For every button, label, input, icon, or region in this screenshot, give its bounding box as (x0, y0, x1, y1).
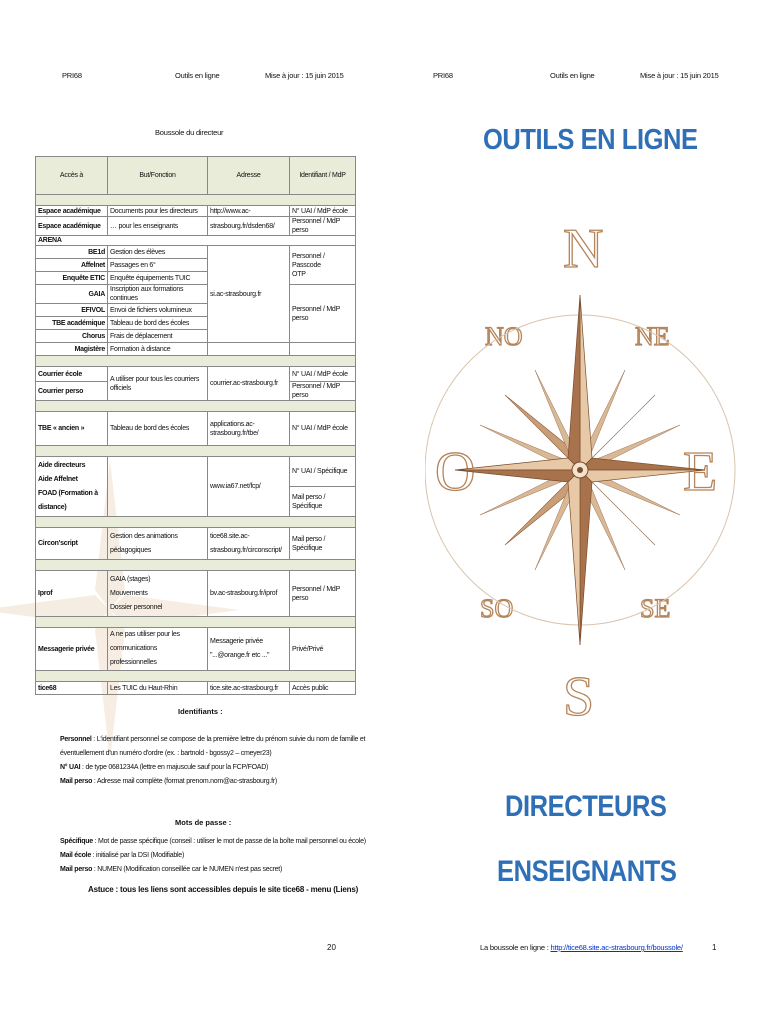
table-row: tice68 Les TUIC du Haut-Rhin tice.site.ac-strasbourg.fr Accès public (36, 682, 356, 695)
table-row: ARENA (36, 236, 356, 246)
col-header-identifiant: Identifiant / MdP (290, 157, 356, 195)
right-header-code: PRI68 (433, 71, 453, 80)
identifiants-title: Identifiants : (178, 707, 223, 716)
circon-address[interactable]: tice68.site.ac- strasbourg.fr/circonscript/ (208, 528, 290, 560)
table-separator (36, 517, 356, 528)
table-separator (36, 617, 356, 628)
mots-notes: Spécifique : Mot de passe spécifique (conseil : utiliser le mot de passe de la boîte mail personnel ou école) Mail école : initialisé par la DSI (Modifiable) Mail perso : NUMEN (Modification conseillée car le NUMEN n'est pas secret) (60, 838, 366, 873)
table-title: Boussole du directeur (155, 128, 224, 137)
svg-text:SE: SE (640, 594, 671, 623)
astuce-text: Astuce : tous les liens sont accessibles depuis le site tice68 - menu (Liens) (88, 885, 359, 894)
footer-line: La boussole en ligne : http://tice68.site.ac-strasbourg.fr/boussole/ (480, 943, 683, 952)
right-header-update: Mise à jour : 15 juin 2015 (640, 71, 719, 80)
identifiants-notes: Personnel : L'identifiant personnel se compose de la première lettre du prénom suivie du nom de famille et éventuellement d'un numéro d'ordre (ex. : bartnold - bgossy2 – cmeyer23) N° UAI : de type 0681234A (lettre en majuscule sauf pour la FCP/FOAD) Mail perso : Adresse mail complète (format prenom.nom@ac-strasbourg.fr) (60, 736, 366, 785)
col-header-but: But/Fonction (108, 157, 208, 195)
table-row: TBE académique Tableau de bord des écoles (36, 317, 356, 330)
arena-address[interactable]: si.ac-strasbourg.fr (208, 246, 290, 343)
table-separator (36, 671, 356, 682)
table-row: Magistère Formation à distance (36, 343, 356, 356)
table-row: Espace académique … pour les enseignants strasbourg.fr/dsden68/ Personnel / MdP perso (36, 217, 356, 236)
svg-text:NE: NE (635, 322, 670, 351)
table-separator (36, 401, 356, 412)
table-row: BE1d Gestion des élèves si.ac-strasbourg.fr Personnel / Passcode OTP (36, 246, 356, 259)
svg-text:SO: SO (480, 594, 514, 623)
table-row: Iprof GAIA (stages) Mouvements Dossier personnel bv.ac-strasbourg.fr/iprof Personnel / MdP perso (36, 571, 356, 617)
table-separator (36, 195, 356, 206)
iprof-address[interactable]: bv.ac-strasbourg.fr/iprof (208, 571, 290, 617)
col-header-adresse: Adresse (208, 157, 290, 195)
right-page-number: 1 (712, 943, 717, 952)
courrier-address[interactable]: courrier.ac-strasbourg.fr (208, 367, 290, 401)
table-separator (36, 560, 356, 571)
table-row: Courrier école A utiliser pour tous les courriers officiels courrier.ac-strasbourg.fr N° UAI / MdP école (36, 367, 356, 382)
mots-title: Mots de passe : (175, 818, 232, 827)
boussole-link[interactable]: http://tice68.site.ac-strasbourg.fr/boussole/ (550, 943, 683, 952)
svg-text:E: E (683, 441, 718, 503)
svg-text:S: S (563, 666, 595, 725)
table-row: Circon'script Gestion des animations pédagogiques tice68.site.ac- strasbourg.fr/circonscript/ Mail perso / Spécifique (36, 528, 356, 560)
table-row: TBE « ancien » Tableau de bord des écoles applications.ac- strasbourg.fr/tbe/ N° UAI / MdP école (36, 412, 356, 446)
tice68-address[interactable]: tice.site.ac-strasbourg.fr (208, 682, 290, 695)
table-separator (36, 356, 356, 367)
left-header-code: PRI68 (62, 71, 82, 80)
svg-text:O: O (435, 441, 476, 503)
subtitle-enseignants: ENSEIGNANTS (497, 855, 677, 888)
svg-text:N: N (563, 218, 604, 280)
link-dsden68[interactable]: strasbourg.fr/dsden68/ (208, 217, 290, 236)
table-row: Enquête ETIC Enquête équipements TUIC (36, 272, 356, 285)
table-row: Aide directeurs Aide Affelnet FOAD (Formation à distance) www.ia67.net/fcp/ N° UAI / Spécifique Mail perso / Spécifique (36, 457, 356, 517)
table-row: Messagerie privée A ne pas utiliser pour les communications professionnelles Messagerie privée "...@orange.fr etc ..." Privé/Privé (36, 628, 356, 671)
tools-table (35, 156, 356, 695)
table-row: Affelnet Passages en 6° (36, 259, 356, 272)
col-header-acces: Accès à (36, 157, 108, 195)
table-row: Courrier perso Personnel / MdP perso (36, 382, 356, 401)
tbe-address[interactable]: applications.ac- strasbourg.fr/tbe/ (208, 412, 290, 446)
svg-text:NO: NO (485, 322, 523, 351)
subtitle-directeurs: DIRECTEURS (505, 790, 667, 823)
main-title: OUTILS EN LIGNE (483, 124, 698, 156)
compass-rose-icon (425, 205, 745, 725)
table-row: EFIVOL Envoi de fichiers volumineux (36, 304, 356, 317)
table-separator (36, 446, 356, 457)
table-row: GAIA Inscription aux formations continues Personnel / MdP perso (36, 285, 356, 304)
left-page-number: 20 (327, 943, 336, 952)
left-header-update: Mise à jour : 15 juin 2015 (265, 71, 344, 80)
left-header-title: Outils en ligne (175, 71, 220, 80)
table-row: Espace académique Documents pour les directeurs http://www.ac- N° UAI / MdP école (36, 206, 356, 217)
table-row: Chorus Frais de déplacement (36, 330, 356, 343)
aide-address[interactable]: www.ia67.net/fcp/ (208, 457, 290, 517)
right-header-title: Outils en ligne (550, 71, 595, 80)
